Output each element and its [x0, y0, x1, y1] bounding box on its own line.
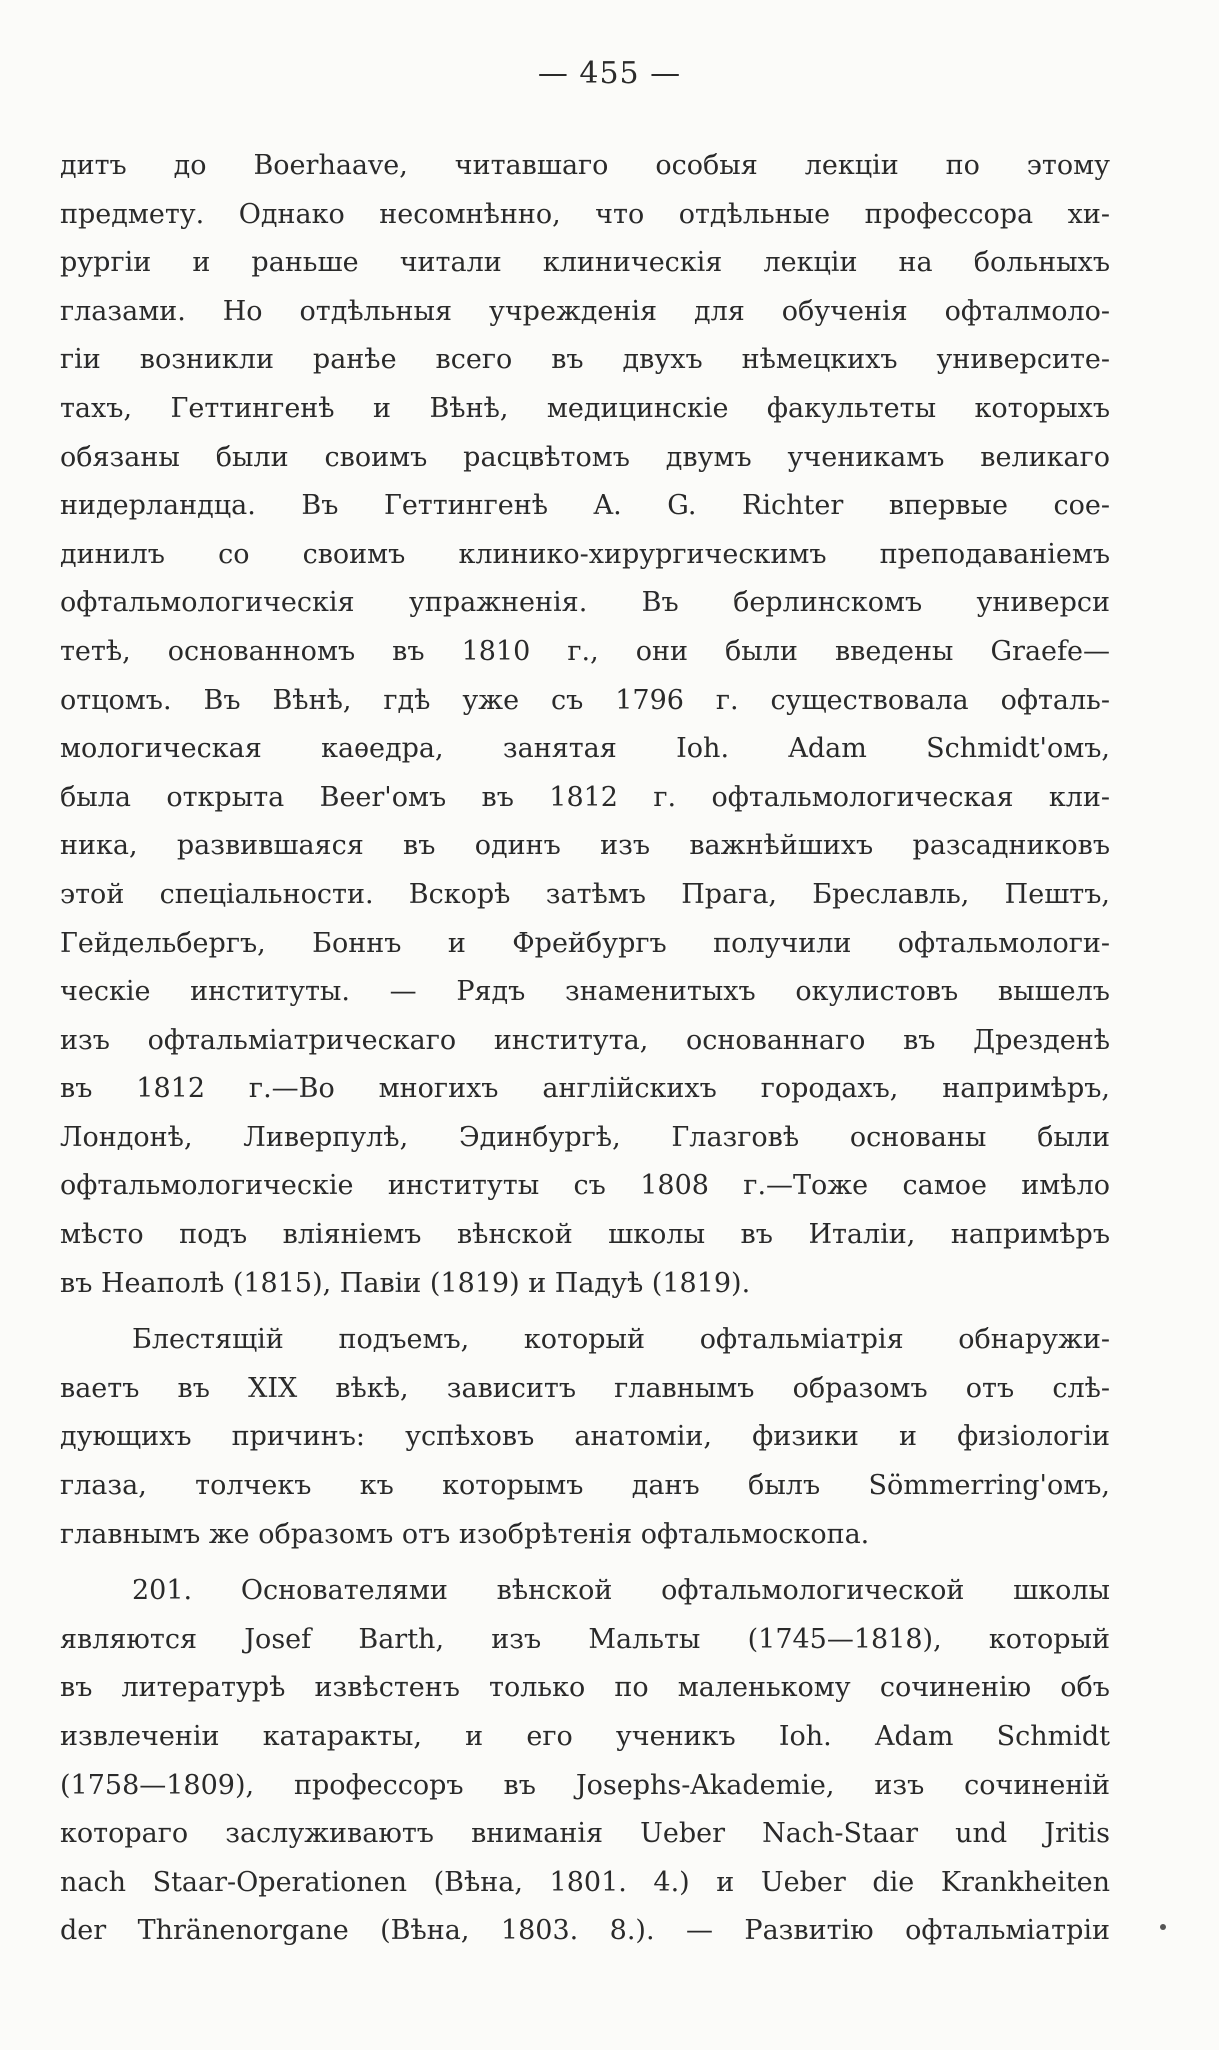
page-number: — 455 —: [537, 56, 682, 91]
body-text: [60, 142, 1110, 1956]
text-line: мологическая каѳедра, занятая Ioh. Adam Schmidt'омъ,: [60, 733, 1110, 765]
text-line: тахъ, Геттингенѣ и Вѣнѣ, медицинскіе факультеты которыхъ: [60, 392, 1110, 424]
text-line: предмету. Однако несомнѣнно, что отдѣльные профессора хи-: [60, 198, 1110, 230]
text-line: Лондонѣ, Ливерпулѣ, Эдинбургѣ, Глазговѣ основаны были: [60, 1121, 1110, 1153]
text-line: главнымъ же образомъ отъ изобрѣтенія офтальмоскопа.: [60, 1518, 870, 1550]
text-line: изъ офтальміатрическаго института, основаннаго въ Дрезденѣ: [60, 1024, 1110, 1056]
text-line: нидерландца. Въ Геттингенѣ A. G. Richter впервые сое-: [60, 490, 1110, 522]
text-line: тетѣ, основанномъ въ 1810 г., они были введены Graefe—: [60, 635, 1110, 667]
text-line: ческіе институты. — Рядъ знаменитыхъ окулистовъ вышелъ: [60, 976, 1110, 1008]
text-line: (1758—1809), профессоръ въ Josephs-Akademie, изъ сочиненій: [60, 1769, 1110, 1801]
text-line: отцомъ. Въ Вѣнѣ, гдѣ уже съ 1796 г. существовала офталь-: [60, 684, 1110, 716]
text-line: глазами. Но отдѣльныя учрежденія для обученія офталмоло-: [60, 295, 1110, 327]
paragraph-3: [60, 1567, 1110, 1956]
text-line: котораго заслуживаютъ вниманія Ueber Nach-Staar und Jritis: [60, 1818, 1110, 1850]
text-line: 201. Основателями вѣнской офтальмологической школы: [132, 1575, 1110, 1607]
text-line: мѣсто подъ вліяніемъ вѣнской школы въ Италіи, напримѣръ: [60, 1219, 1110, 1251]
text-line: въ 1812 г.—Во многихъ англійскихъ городахъ, напримѣръ,: [60, 1073, 1110, 1105]
margin-mark: [1160, 1924, 1166, 1930]
paragraph-1: [60, 142, 1110, 1308]
text-line: глаза, толчекъ къ которымъ данъ былъ Sömmerring'омъ,: [60, 1470, 1110, 1502]
text-line: гіи возникли ранѣе всего въ двухъ нѣмецкихъ университе-: [60, 344, 1110, 376]
text-line: Блестящій подъемъ, который офтальміатрія обнаружи-: [132, 1324, 1110, 1356]
text-line: Гейдельбергъ, Боннъ и Фрейбургъ получили офтальмологи-: [60, 927, 1110, 959]
text-line: извлеченіи катаракты, и его ученикъ Ioh. Adam Schmidt: [60, 1721, 1110, 1752]
text-line: офтальмологическія упражненія. Въ берлинскомъ универси: [60, 587, 1110, 619]
text-line: офтальмологическіе институты съ 1808 г.—Тоже самое имѣло: [60, 1170, 1110, 1202]
text-line: являются Josef Barth, изъ Мальты (1745—1818), который: [60, 1623, 1110, 1655]
text-line: nach Staar-Operationen (Вѣна, 1801. 4.) и Ueber die Krankheiten: [60, 1866, 1110, 1898]
text-line: der Thränenorgane (Вѣна, 1803. 8.). — Развитію офтальміатріи: [60, 1915, 1110, 1947]
text-line: въ Неаполѣ (1815), Павіи (1819) и Падуѣ (1819).: [60, 1267, 751, 1299]
text-line: ника, развившаяся въ одинъ изъ важнѣйшихъ разсадниковъ: [60, 830, 1110, 862]
text-line: динилъ со своимъ клинико-хирургическимъ преподаваніемъ: [60, 538, 1110, 570]
text-line: обязаны были своимъ расцвѣтомъ двумъ ученикамъ великаго: [60, 441, 1110, 473]
text-line: дитъ до Boerhaave, читавшаго особыя лекціи по этому: [60, 150, 1110, 181]
text-line: этой спеціальности. Вскорѣ затѣмъ Прага, Бреславль, Пештъ,: [60, 878, 1110, 910]
text-line: была открыта Beer'омъ въ 1812 г. офтальмологическая кли-: [60, 781, 1110, 813]
paragraph-2: [60, 1316, 1110, 1559]
text-line: рургіи и раньше читали клиническія лекціи на больныхъ: [60, 247, 1110, 279]
text-line: ваетъ въ XIX вѣкѣ, зависитъ главнымъ образомъ отъ слѣ-: [60, 1372, 1110, 1404]
text-line: дующихъ причинъ: успѣховъ анатоміи, физики и физіологіи: [60, 1421, 1110, 1453]
text-line: въ литературѣ извѣстенъ только по маленькому сочиненію объ: [60, 1672, 1110, 1704]
